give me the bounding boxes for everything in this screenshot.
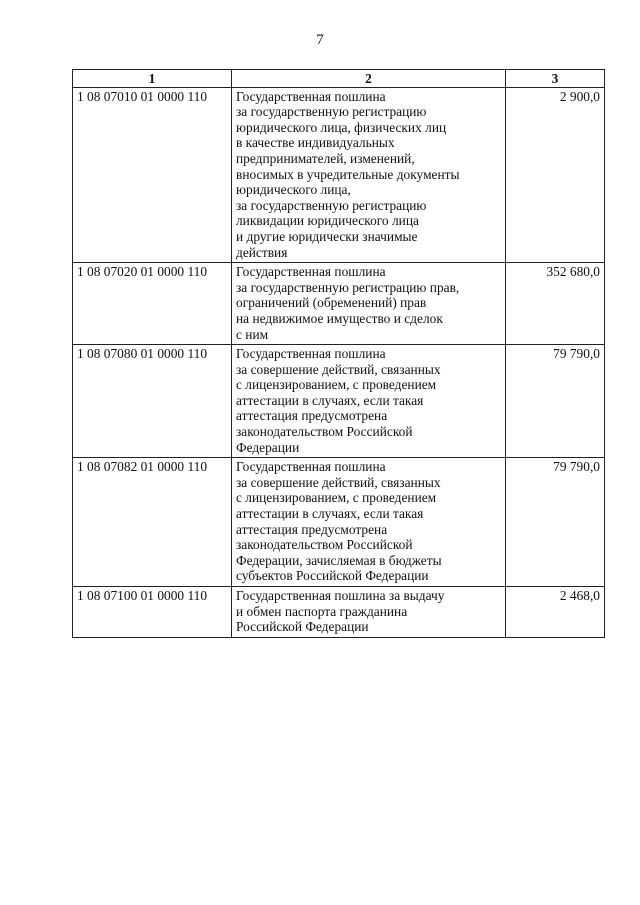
row-code: 1 08 07080 01 0000 110: [73, 345, 232, 458]
row-amount: 79 790,0: [506, 458, 605, 587]
table-row: [73, 87, 605, 263]
table-header-row: [73, 70, 605, 88]
row-description: Государственная пошлина за совершение действий, связанных с лицензированием, с проведением аттестации в случаях, если такая аттестация предусмотрена законодательством Российской Федерации, зачисляемая в бюджеты субъектов Российской Федерации: [232, 458, 506, 587]
row-description: Государственная пошлина за выдачу и обмен паспорта гражданина Российской Федерации: [232, 587, 506, 638]
page-number: 7: [316, 32, 324, 48]
table-row: [73, 458, 605, 587]
column-header-amount: 3: [506, 70, 605, 88]
budget-table: [72, 69, 605, 638]
column-header-code: 1: [73, 70, 232, 88]
row-amount: 2 468,0: [506, 587, 605, 638]
row-amount: 2 900,0: [506, 87, 605, 263]
row-code: 1 08 07100 01 0000 110: [73, 587, 232, 638]
row-description: Государственная пошлина за совершение действий, связанных с лицензированием, с проведением аттестации в случаях, если такая аттестация предусмотрена законодательством Российской Федерации: [232, 345, 506, 458]
column-header-description: 2: [232, 70, 506, 88]
row-code: 1 08 07082 01 0000 110: [73, 458, 232, 587]
table-row: [73, 263, 605, 345]
row-description: Государственная пошлина за государственную регистрацию прав, ограничений (обременений) прав на недвижимое имущество и сделок с ним: [232, 263, 506, 345]
row-amount: 79 790,0: [506, 345, 605, 458]
row-amount: 352 680,0: [506, 263, 605, 345]
row-code: 1 08 07020 01 0000 110: [73, 263, 232, 345]
row-description: Государственная пошлина за государственную регистрацию юридического лица, физических лиц в качестве индивидуальных предпринимателей, изменений, вносимых в учредительные документы юридического лица, за государственную регистрацию ликвидации юридического лица и другие юридически значимые действия: [232, 87, 506, 263]
row-code: 1 08 07010 01 0000 110: [73, 87, 232, 263]
table-row: [73, 587, 605, 638]
table-row: [73, 345, 605, 458]
